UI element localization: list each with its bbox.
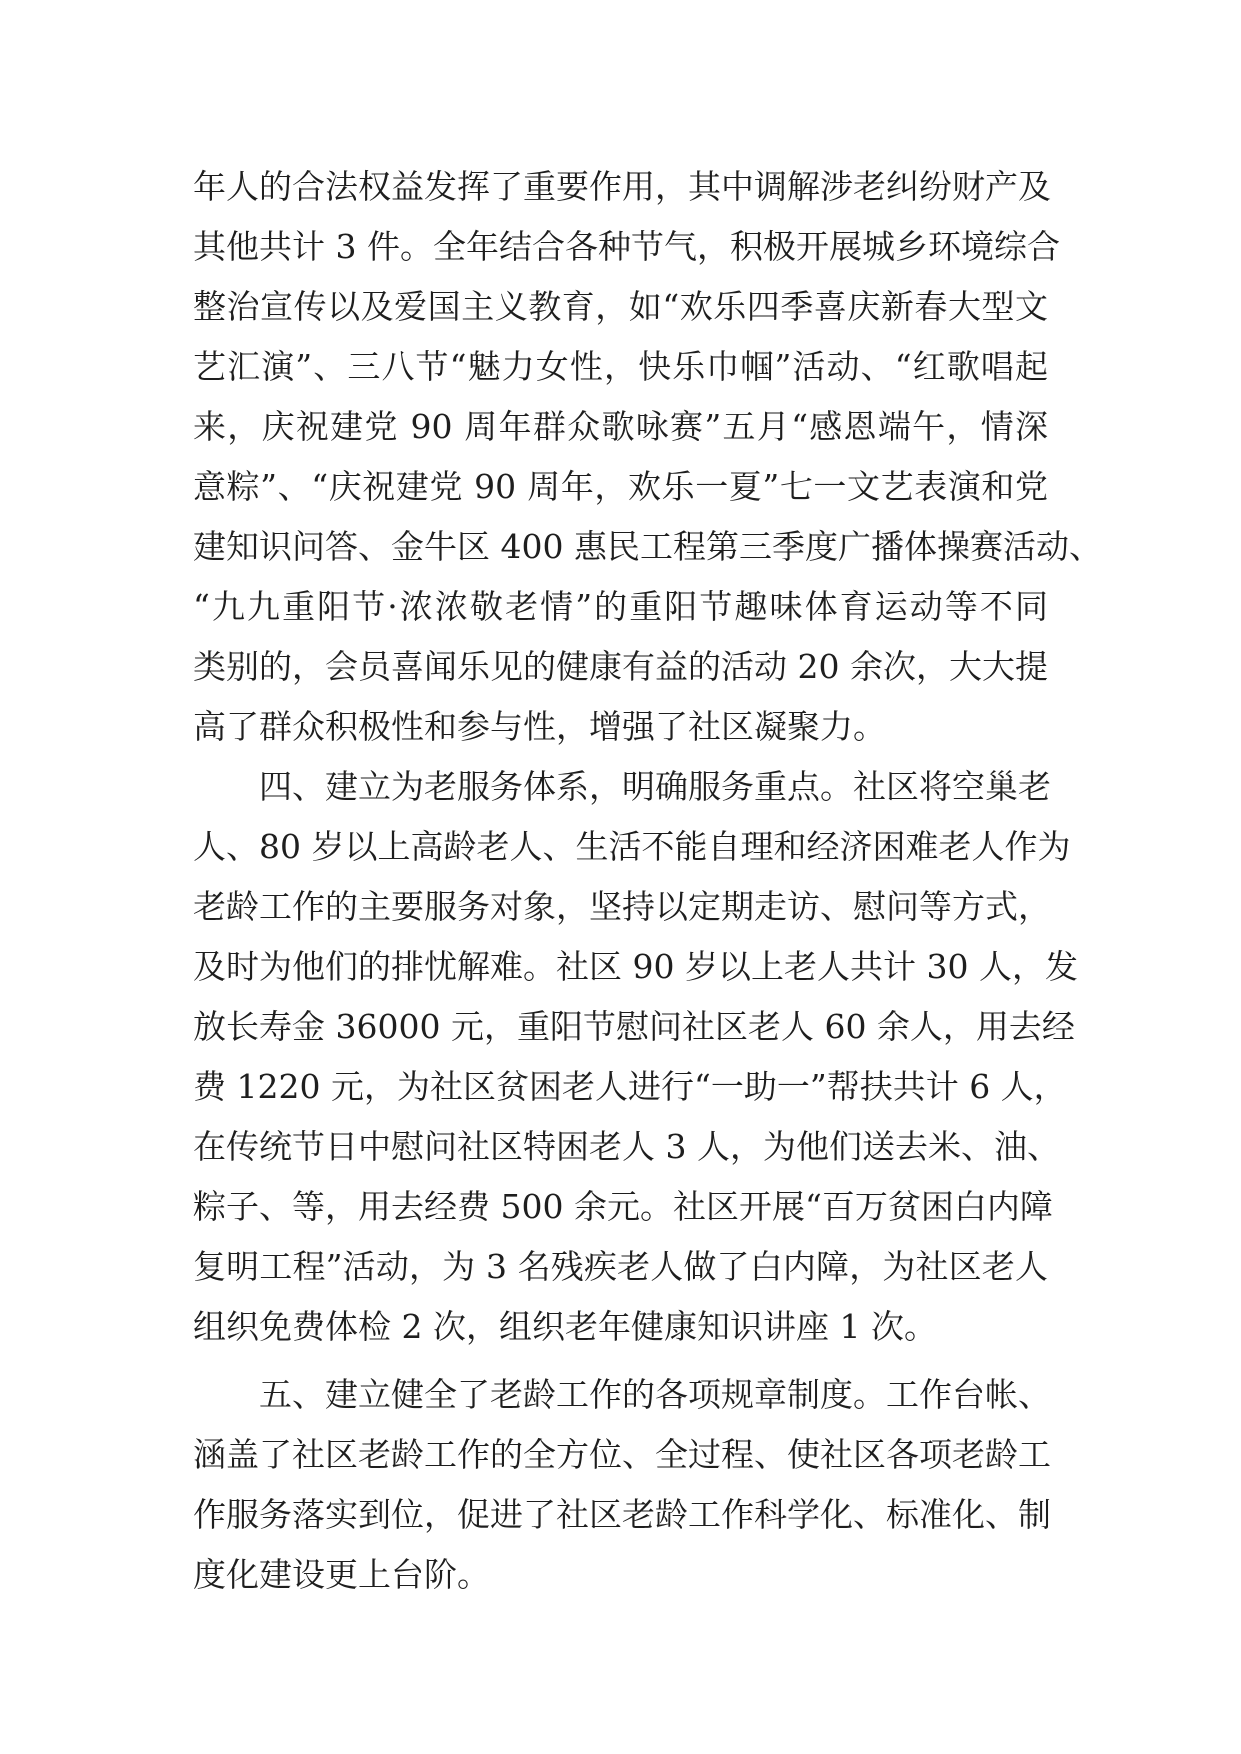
text-line: 放长寿金 36000 元，重阳节慰问社区老人 60 余人，用去经 — [193, 1007, 1075, 1046]
text-line: 其他共计 3 件。全年结合各种节气，积极开展城乡环境综合 — [193, 227, 1060, 266]
text-line: 涵盖了社区老龄工作的全方位、全过程、使社区各项老龄工 — [193, 1435, 1051, 1474]
paragraph-heading-line: 四、建立为老服务体系，明确服务重点。社区将空巢老 — [259, 767, 1051, 806]
text-line: 建知识问答、金牛区 400 惠民工程第三季度广播体操赛活动、 — [193, 527, 1102, 566]
text-line: 高了群众积极性和参与性，增强了社区凝聚力。 — [193, 707, 886, 746]
text-line: 度化建设更上台阶。 — [193, 1555, 490, 1594]
text-line: 及时为他们的排忧解难。社区 90 岁以上老人共计 30 人，发 — [193, 947, 1078, 986]
text-line: 在传统节日中慰问社区特困老人 3 人，为他们送去米、油、 — [193, 1127, 1060, 1166]
text-line: 作服务落实到位，促进了社区老龄工作科学化、标准化、制 — [193, 1495, 1051, 1534]
text-line: 人、80 岁以上高龄老人、生活不能自理和经济困难老人作为 — [193, 827, 1071, 866]
text-line: 整治宣传以及爱国主义教育，如“欢乐四季喜庆新春大型文 — [193, 287, 1048, 326]
text-line: 粽子、等，用去经费 500 余元。社区开展“百万贫困白内障 — [193, 1187, 1053, 1226]
text-line: 意粽”、“庆祝建党 90 周年，欢乐一夏”七一文艺表演和党 — [193, 467, 1048, 506]
text-line: 费 1220 元，为社区贫困老人进行“一助一”帮扶共计 6 人， — [193, 1067, 1067, 1106]
text-line: 复明工程”活动，为 3 名残疾老人做了白内障，为社区老人 — [193, 1247, 1048, 1286]
text-line: 来，庆祝建党 90 周年群众歌咏赛”五月“感恩端午，情深 — [193, 407, 1048, 446]
paragraph-heading-line: 五、建立健全了老龄工作的各项规章制度。工作台帐、 — [259, 1375, 1051, 1414]
text-line: 老龄工作的主要服务对象，坚持以定期走访、慰问等方式， — [193, 887, 1051, 926]
text-line: 组织免费体检 2 次，组织老年健康知识讲座 1 次。 — [193, 1307, 937, 1346]
text-line: 年人的合法权益发挥了重要作用，其中调解涉老纠纷财产及 — [193, 167, 1051, 206]
text-line: “九九重阳节·浓浓敬老情”的重阳节趣味体育运动等不同 — [193, 587, 1048, 626]
text-line: 艺汇演”、三八节“魅力女性，快乐巾帼”活动、“红歌唱起 — [193, 347, 1048, 386]
body-text — [193, 157, 1102, 1605]
text-line: 类别的，会员喜闻乐见的健康有益的活动 20 余次，大大提 — [193, 647, 1048, 686]
